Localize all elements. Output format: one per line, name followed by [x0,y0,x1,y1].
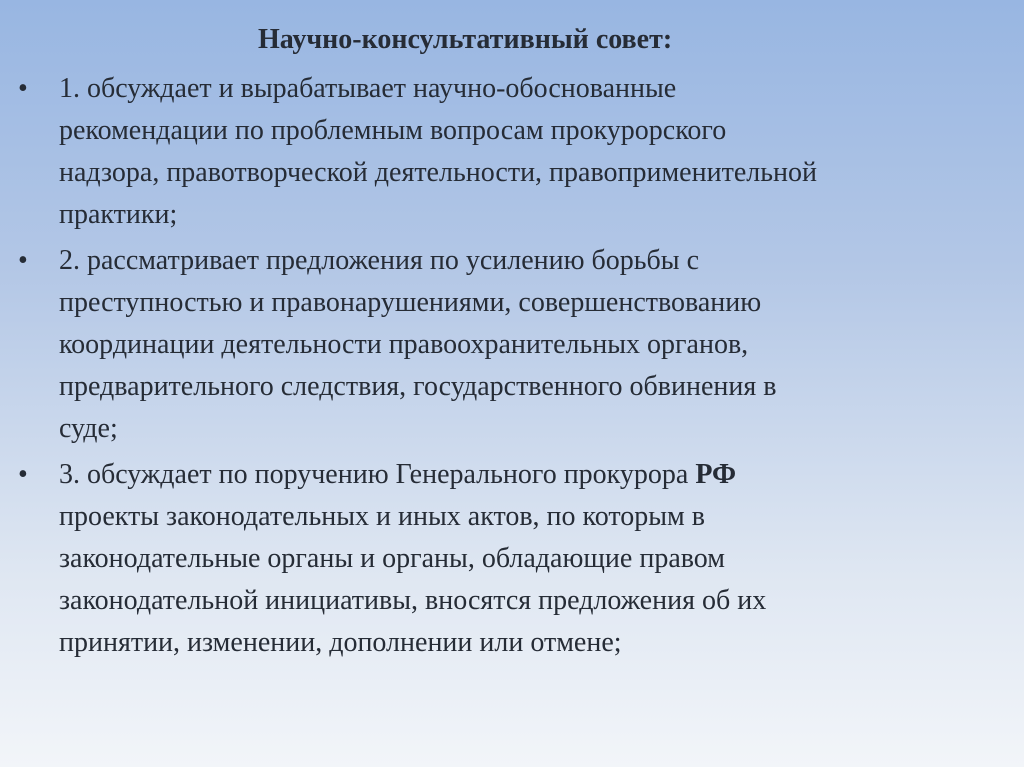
text-line: надзора, правотворческой деятельности, правоприменительной [59,157,817,188]
bullet-text [59,240,999,450]
bullet-icon: • [18,245,28,276]
slide-title: Научно-консультативный совет: [258,24,673,55]
text-line: 2. рассматривает предложения по усилению борьбы с [59,245,700,276]
text-line [59,454,999,496]
bullet-icon: • [18,73,28,104]
text-line: законодательной инициативы, вносятся предложения об их [59,585,767,616]
bold-abbreviation: РФ [695,459,737,490]
text-line: преступностью и правонарушениями, совершенствованию [59,287,762,318]
text-line: координации деятельности правоохранительных органов, [59,329,749,360]
bullet-text [59,454,999,664]
text-line: практики; [59,199,178,230]
bullet-icon: • [18,459,28,490]
bullet-text [59,68,999,236]
text-line: предварительного следствия, государственного обвинения в [59,371,777,402]
text-segment: 3. обсуждает по поручению Генерального прокурора [59,459,696,490]
text-line: принятии, изменении, дополнении или отмене; [59,627,622,658]
text-line: законодательные органы и органы, обладающие правом [59,543,725,574]
text-line: 1. обсуждает и вырабатывает научно-обоснованные [59,73,677,104]
text-line: рекомендации по проблемным вопросам прокурорского [59,115,727,146]
text-line: проекты законодательных и иных актов, по которым в [59,501,705,532]
text-line: суде; [59,413,118,444]
